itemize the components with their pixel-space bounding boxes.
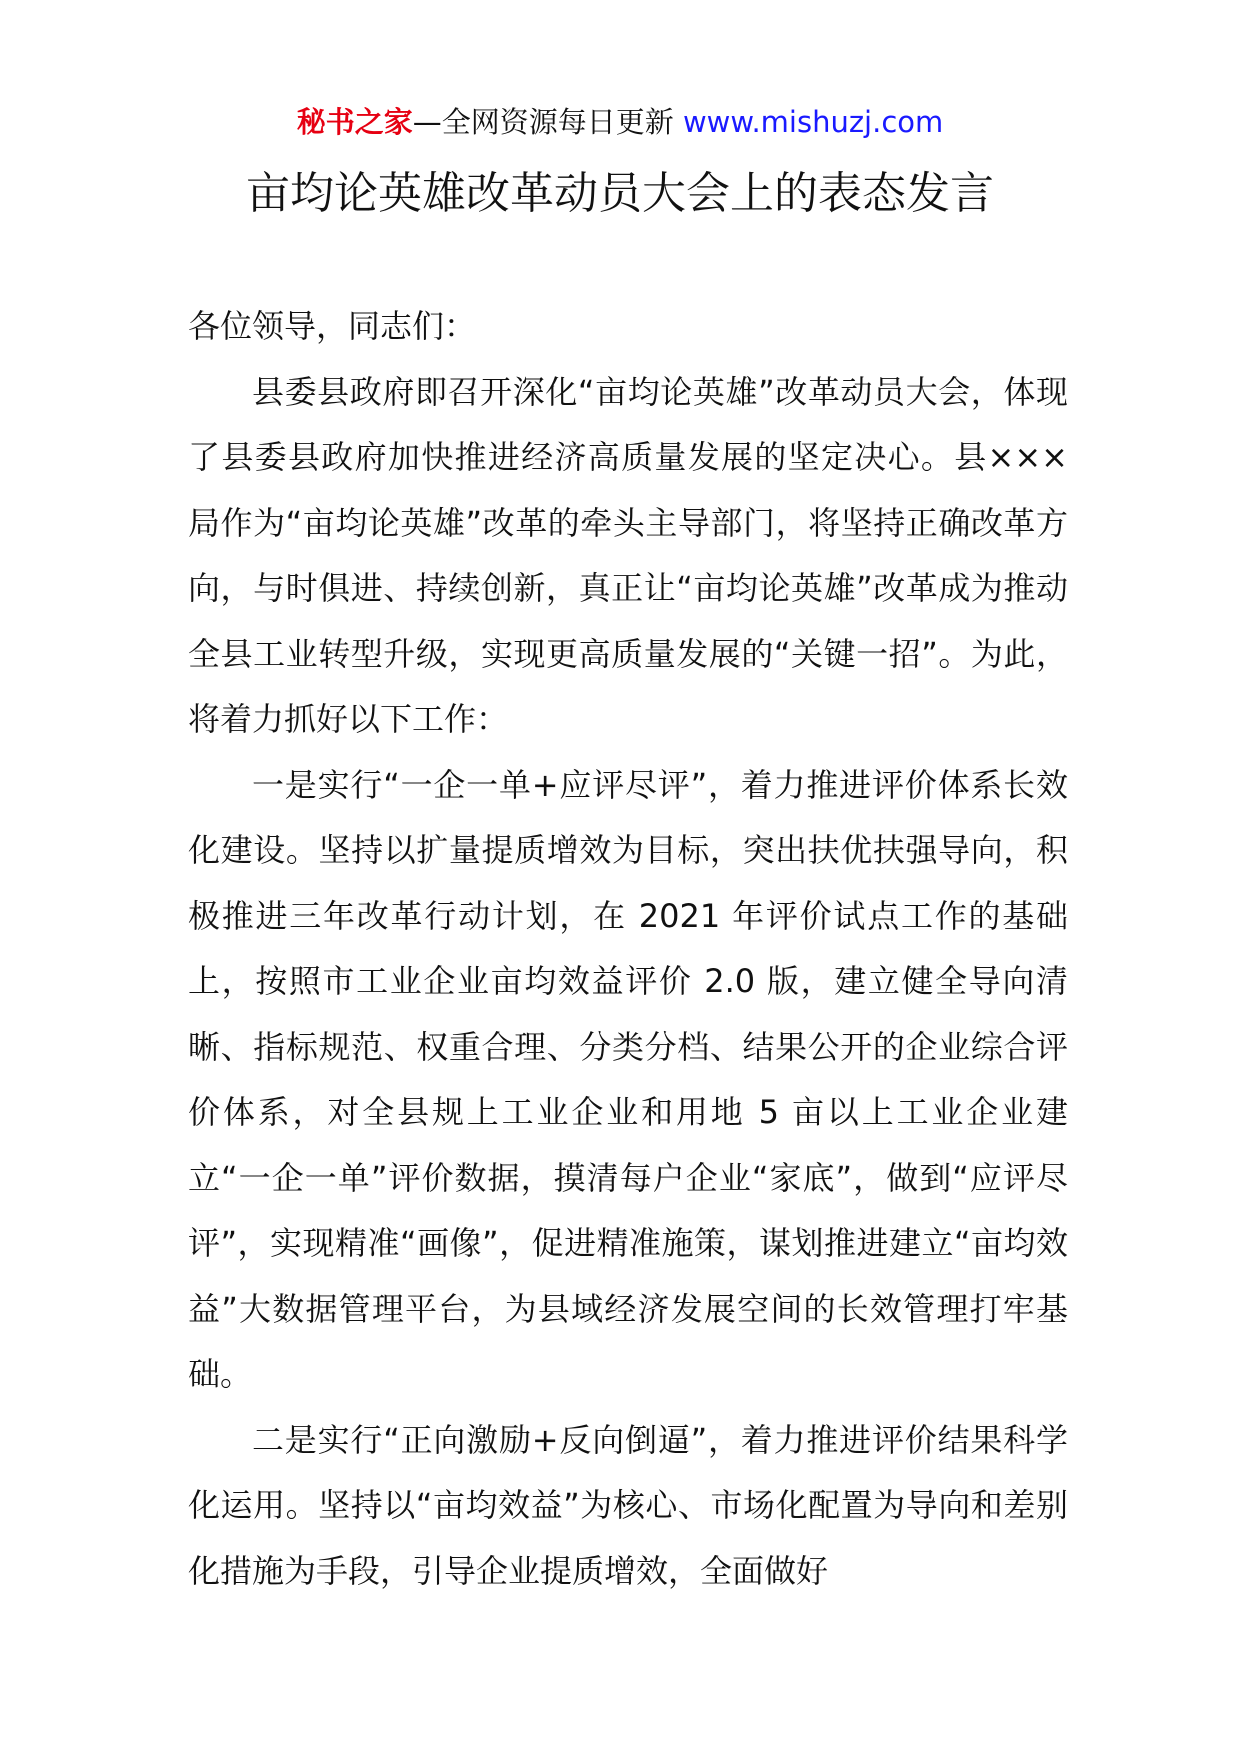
salutation: 各位领导，同志们： bbox=[188, 307, 477, 345]
paragraph-intro bbox=[188, 360, 1068, 753]
document-title: 亩均论英雄改革动员大会上的表态发言 bbox=[246, 168, 994, 219]
paragraph-point-two bbox=[188, 1408, 1068, 1605]
paragraph-text: 坚持以扩量提质增效为目标，突出扶优扶强导向，积极推进三年改革行动计划，在 2021 年评价试点工作的基础上，按照市工业企业亩均效益评价 2.0 版，建立健全导向清晰、指标规范、权重合理、分类分档、结果公开的企业综合评价体系，对全县规上工业企业和用地 5 亩以上工业企业建立“一企一单”评价数据，摸清每户企业“家底”，做到“应评尽评”，实现精准“画像”，促进精准施策，谋划推进建立“亩均效益”大数据管理平台，为县域经济发展空间的长效管理打牢基础。 bbox=[188, 831, 1068, 1393]
paragraph-lead: 一是实行“一企一单+应评尽评”，着力推进评价体系长效化建设。 bbox=[188, 765, 1068, 869]
brand-name: 秘书之家 bbox=[296, 105, 413, 139]
paragraph-lead: 二是实行“正向激励+反向倒逼”，着力推进评价结果科学化运用。 bbox=[188, 1420, 1068, 1524]
site-header bbox=[0, 102, 1240, 142]
document-body bbox=[188, 294, 1068, 1604]
site-url-link[interactable]: www.mishuzj.com bbox=[682, 105, 944, 139]
header-slogan: —全网资源每日更新 bbox=[412, 105, 674, 139]
paragraph-text: 县委县政府即召开深化“亩均论英雄”改革动员大会，体现了县委县政府加快推进经济高质量发展的坚定决心。县×××局作为“亩均论英雄”改革的牵头主导部门，将坚持正确改革方向，与时俱进、持续创新，真正让“亩均论英雄”改革成为推动全县工业转型升级，实现更高质量发展的“关键一招”。为此，将着力抓好以下工作： bbox=[188, 372, 1068, 738]
paragraph-point-one bbox=[188, 753, 1068, 1408]
paragraph-text: 坚持以“亩均效益”为核心、市场化配置为导向和差别化措施为手段，引导企业提质增效，全面做好 bbox=[188, 1486, 1068, 1590]
